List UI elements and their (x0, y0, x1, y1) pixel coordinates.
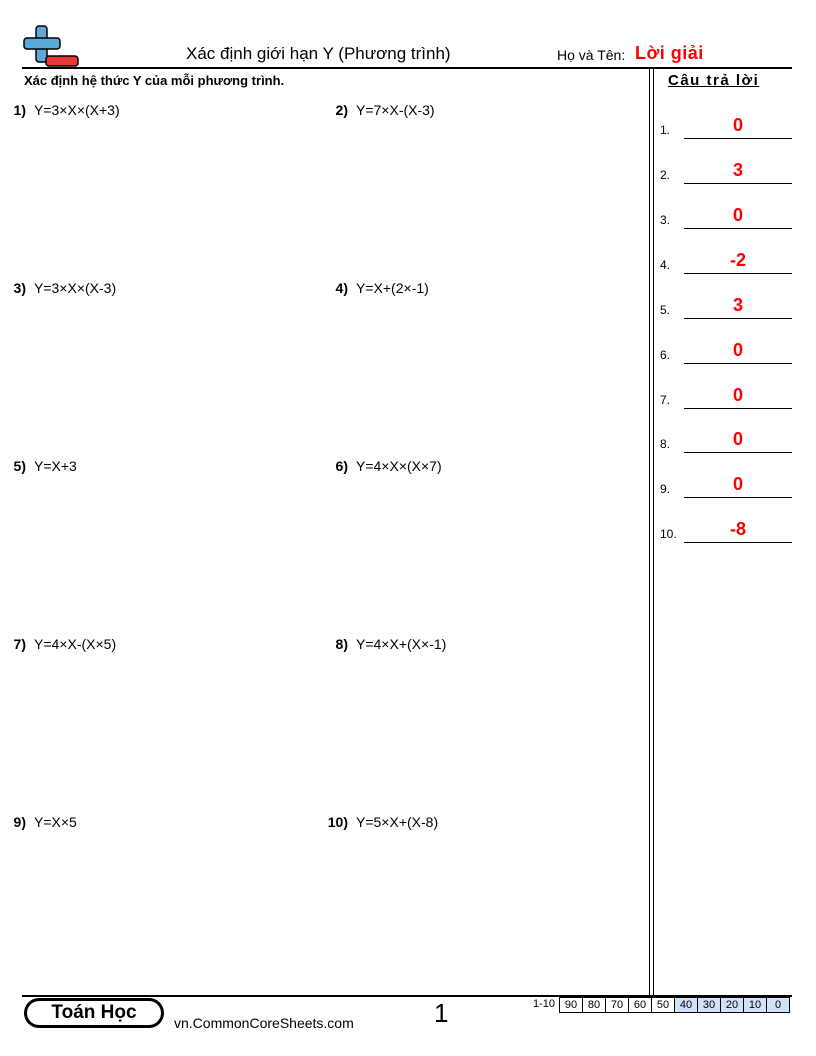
answer-number: 2. (660, 168, 671, 182)
answer-number: 9. (660, 482, 671, 496)
score-cell: 40 (675, 997, 698, 1013)
answer-value: 0 (732, 385, 743, 405)
page-number: 1 (434, 998, 449, 1028)
problem-number: 4) (335, 280, 348, 296)
score-cell: 0 (767, 997, 790, 1013)
answer-value: 0 (732, 115, 743, 135)
score-cell: 80 (583, 997, 606, 1013)
answer-number: 10. (660, 527, 677, 541)
brand-badge (24, 998, 164, 1028)
answer-number: 7. (660, 393, 671, 407)
worksheet-title: Xác định giới hạn Y (Phương trình) (186, 44, 451, 63)
answer-value: 0 (732, 429, 743, 449)
answer-number: 1. (660, 123, 671, 137)
answer-row-4 (660, 246, 792, 274)
answer-value: 0 (732, 205, 743, 225)
problem-2 (322, 102, 435, 118)
problem-equation: Y=4×X+(X×-1) (356, 636, 447, 652)
problem-equation: Y=X+3 (34, 458, 77, 474)
answer-number: 6. (660, 348, 671, 362)
answer-line (684, 452, 792, 453)
answer-value: 3 (732, 295, 743, 315)
answer-number: 4. (660, 258, 671, 272)
answer-line (684, 273, 792, 274)
problem-3 (0, 280, 116, 296)
score-cell: 30 (698, 997, 721, 1013)
score-cell: 60 (629, 997, 652, 1013)
answer-row-5 (660, 291, 792, 319)
answer-value: 0 (732, 340, 743, 360)
name-value: Lời giải (635, 43, 704, 63)
answer-line (684, 363, 792, 364)
score-cell: 10 (744, 997, 767, 1013)
answer-value: 0 (732, 474, 743, 494)
answers-title: Câu trả lời (668, 72, 760, 89)
answer-row-1 (660, 111, 792, 139)
problem-1 (0, 102, 120, 118)
problem-9 (0, 814, 77, 830)
problem-number: 2) (335, 102, 348, 118)
answer-row-8 (660, 425, 792, 453)
answer-line (684, 318, 792, 319)
problem-number: 10) (327, 814, 348, 830)
logo (22, 24, 80, 68)
problem-equation: Y=7×X-(X-3) (356, 102, 435, 118)
problem-10 (322, 814, 438, 830)
score-cell: 90 (559, 997, 583, 1013)
instructions: Xác định hệ thức Y của mỗi phương trình. (24, 73, 285, 88)
answer-number: 5. (660, 303, 671, 317)
problem-number: 1) (13, 102, 26, 118)
answer-column-divider (649, 67, 654, 995)
answer-line (684, 542, 792, 543)
answer-row-10 (660, 515, 792, 543)
answer-line (684, 228, 792, 229)
site-url[interactable]: vn.CommonCoreSheets.com (174, 1015, 354, 1031)
problem-number: 8) (335, 636, 348, 652)
answer-value: 3 (732, 160, 743, 180)
problem-number: 3) (13, 280, 26, 296)
answer-line (684, 183, 792, 184)
problem-equation: Y=X+(2×-1) (356, 280, 429, 296)
problem-5 (0, 458, 77, 474)
problem-number: 6) (335, 458, 348, 474)
name-label: Họ và Tên: (557, 47, 626, 63)
score-cell: 50 (652, 997, 675, 1013)
score-cell: 70 (606, 997, 629, 1013)
answer-row-9 (660, 470, 792, 498)
answer-number: 3. (660, 213, 671, 227)
problem-number: 9) (13, 814, 26, 830)
problem-number: 7) (13, 636, 26, 652)
problem-equation: Y=5×X+(X-8) (356, 814, 439, 830)
problem-equation: Y=3×X×(X+3) (34, 102, 120, 118)
answer-row-3 (660, 201, 792, 229)
problem-equation: Y=3×X×(X-3) (34, 280, 117, 296)
problem-6 (322, 458, 442, 474)
answer-line (684, 138, 792, 139)
header-divider (22, 67, 792, 69)
score-table (533, 997, 790, 1013)
answer-row-7 (660, 381, 792, 409)
brand-label: Toán Học (27, 1001, 161, 1025)
answer-line (684, 497, 792, 498)
score-cell: 20 (721, 997, 744, 1013)
answer-value: -8 (729, 519, 746, 539)
problem-4 (322, 280, 429, 296)
answer-line (684, 408, 792, 409)
answer-value: -2 (729, 250, 746, 270)
answer-number: 8. (660, 437, 671, 451)
problem-equation: Y=4×X-(X×5) (34, 636, 117, 652)
problem-7 (0, 636, 116, 652)
answer-row-6 (660, 336, 792, 364)
answer-row-2 (660, 156, 792, 184)
problem-number: 5) (13, 458, 26, 474)
score-range-label: 1-10 (533, 998, 556, 1010)
problem-equation: Y=X×5 (34, 814, 77, 830)
problem-8 (322, 636, 446, 652)
problem-equation: Y=4×X×(X×7) (356, 458, 442, 474)
